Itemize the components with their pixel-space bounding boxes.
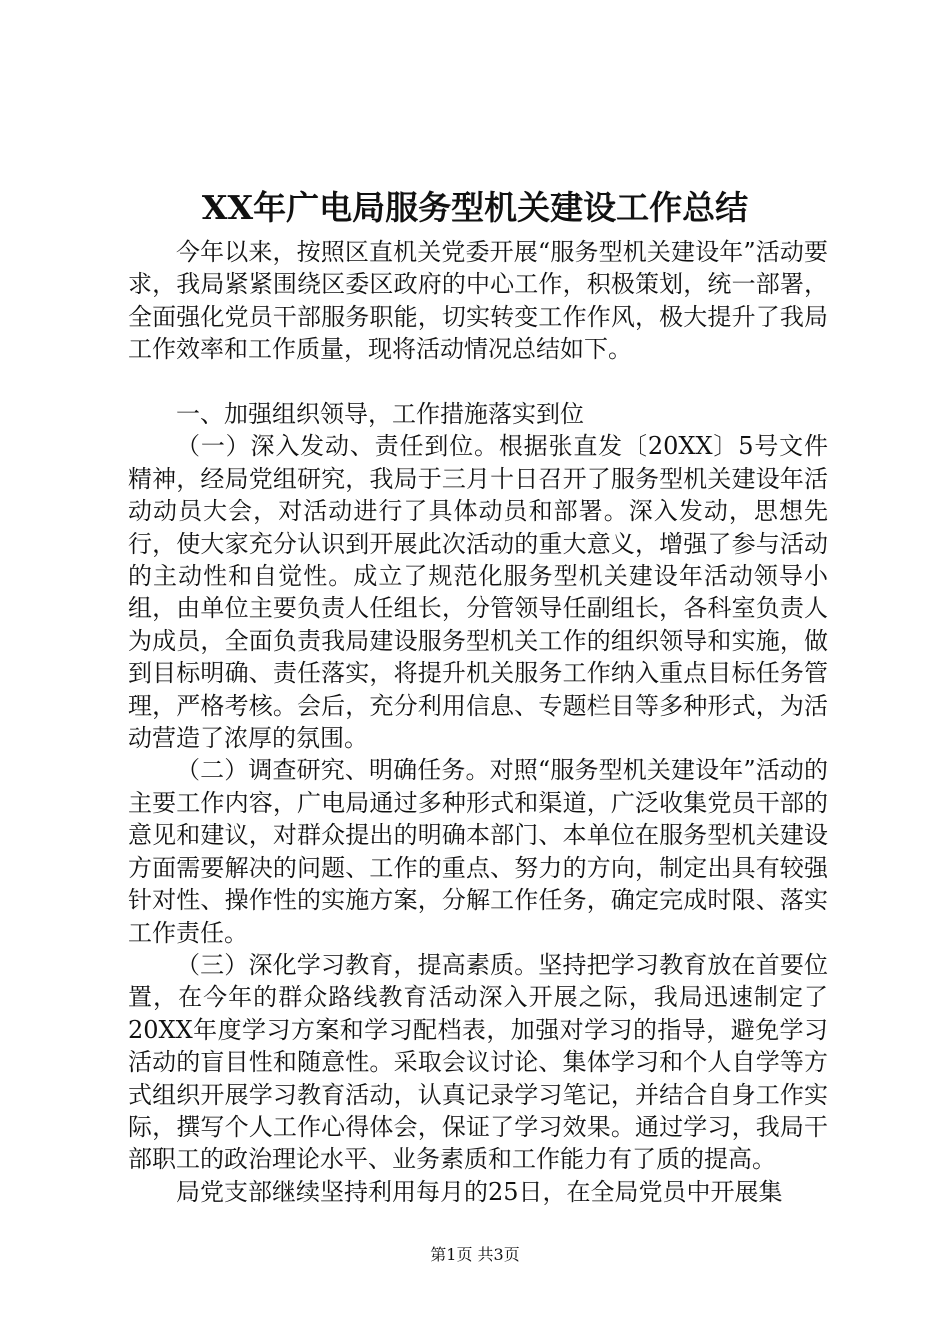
body-paragraph: （一）深入发动、责任到位。根据张直发〔20XX〕5号文件精神，经局党组研究，我局于三月十日召开了服务型机关建设年活动动员大会，对活动进行了具体动员和部署。深入发动，思想先行，使大家充分认识到开展此次活动的重大意义，增强了参与活动的主动性和自觉性。成立了规范化服务型机关建设年活动领导小组，由单位主要负责人任组长，分管领导任副组长，各科室负责人为成员，全面负责我局建设服务型机关工作的组织领导和实施，做到目标明确、责任落实，将提升机关服务工作纳入重点目标任务管理，严格考核。会后，充分利用信息、专题栏目等多种形式，为活动营造了浓厚的氛围。	[128, 432, 828, 753]
document-title: XX年广电局服务型机关建设工作总结	[201, 188, 749, 227]
intro-paragraph: 今年以来，按照区直机关党委开展“服务型机关建设年”活动要求，我局紧紧围绕区委区政府的中心工作，积极策划，统一部署，全面强化党员干部服务职能，切实转变工作作风，极大提升了我局工作效率和工作质量，现将活动情况总结如下。	[128, 238, 828, 364]
body-paragraph: 局党支部继续坚持利用每月的25日，在全局党员中开展集	[176, 1177, 783, 1206]
section-heading: 一、加强组织领导，工作措施落实到位	[176, 400, 584, 429]
body-paragraph: （三）深化学习教育，提高素质。坚持把学习教育放在首要位置，在今年的群众路线教育活动深入开展之际，我局迅速制定了20XX年度学习方案和学习配档表，加强对学习的指导，避免学习活动的盲目性和随意性。采取会议讨论、集体学习和个人自学等方式组织开展学习教育活动，认真记录学习笔记，并结合自身工作实际，撰写个人工作心得体会，保证了学习效果。通过学习，我局干部职工的政治理论水平、业务素质和工作能力有了质的提高。	[128, 950, 828, 1174]
body-paragraph: （二）调查研究、明确任务。对照“服务型机关建设年”活动的主要工作内容，广电局通过多种形式和渠道，广泛收集党员干部的意见和建议，对群众提出的明确本部门、本单位在服务型机关建设方面需要解决的问题、工作的重点、努力的方向，制定出具有较强针对性、操作性的实施方案，分解工作任务，确定完成时限、落实工作责任。	[128, 756, 828, 947]
document-body	[128, 236, 828, 1208]
page-footer: 第1页 共3页	[430, 1245, 520, 1264]
